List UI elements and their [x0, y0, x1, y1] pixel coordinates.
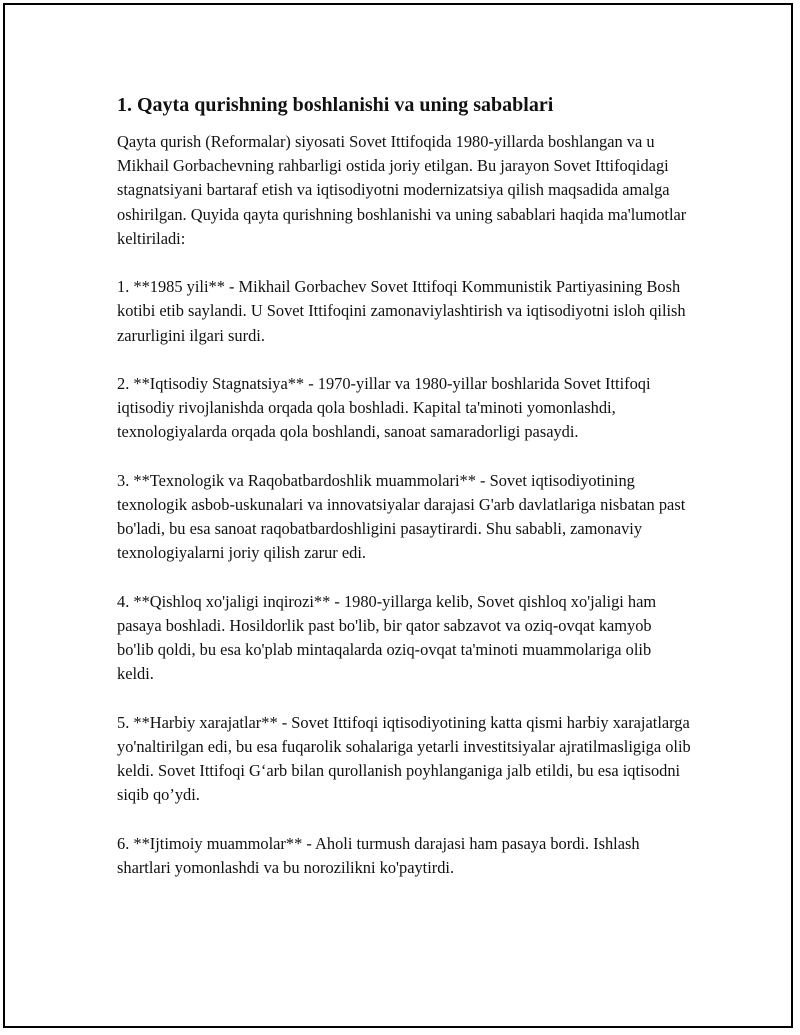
list-item-military-spending: 5. **Harbiy xarajatlar** - Sovet Ittifoqi iqtisodiyotining katta qismi harbiy xarajatlarga yo'naltirilgan edi, bu esa fuqarolik sohalariga yetarli investitsiyalar ajratilmasligiga olib keldi. Sovet Ittifoqi G‘arb bilan qurollanish poyhlanganiga jalb etildi, bu esa iqtisodni siqib qo’ydi. [117, 712, 691, 805]
list-item-economic-stagnation: 2. **Iqtisodiy Stagnatsiya** - 1970-yillar va 1980-yillar boshlarida Sovet Ittifoqi iqtisodiy rivojlanishda orqada qola boshladi. Kapital ta'minoti yomonlashdi, texnologiyalarda orqada qola boshlandi, sanoat samaradorligi pasaydi. [117, 374, 651, 442]
list-item-technology-competitiveness: 3. **Texnologik va Raqobatbardoshlik muammolari** - Sovet iqtisodiyotining texnologik asbob-uskunalari va innovatsiyalar darajasi G'arb davlatlariga nisbatan past bo'ladi, bu esa sanoat raqobatbardoshligini pasaytirardi. Shu sababli, zamonaviy texnologiyalarni joriy qilish zarur edi. [117, 470, 686, 563]
list-item-1985: 1. **1985 yili** - Mikhail Gorbachev Sovet Ittifoqi Kommunistik Partiyasining Bosh kotibi etib saylandi. U Sovet Ittifoqini zamonaviylashtirish va iqtisodiyotni isloh qilish zarurligini ilgari surdi. [117, 277, 686, 345]
list-item-social-problems: 6. **Ijtimoiy muammolar** - Aholi turmush darajasi ham pasaya bordi. Ishlash shartlari yomonlashdi va bu norozilikni ko'paytirdi. [117, 833, 640, 877]
list-item-agriculture-crisis: 4. **Qishloq xo'jaligi inqirozi** - 1980-yillarga kelib, Sovet qishloq xo'jaligi ham pasaya boshladi. Hosildorlik past bo'lib, bir qator sabzavot va oziq-ovqat kamyob bo'lib qoldi, bu esa ko'plab mintaqalarda oziq-ovqat ta'minoti muammolariga olib keldi. [117, 591, 657, 684]
intro-paragraph: Qayta qurish (Reformalar) siyosati Sovet Ittifoqida 1980-yillarda boshlangan va u Mikhail Gorbachevning rahbarligi ostida joriy etilgan. Bu jarayon Sovet Ittifoqidagi stagnatsiyani bartaraf etish va iqtisodiyotni modernizatsiya qilish maqsadida amalga oshirilgan. Quyida qayta qurishning boshlanishi va uning sabablari haqida ma'lumotlar keltiriladi: [117, 132, 687, 248]
document-body [117, 92, 692, 880]
section-heading: 1. Qayta qurishning boshlanishi va uning sabablari [117, 94, 554, 116]
